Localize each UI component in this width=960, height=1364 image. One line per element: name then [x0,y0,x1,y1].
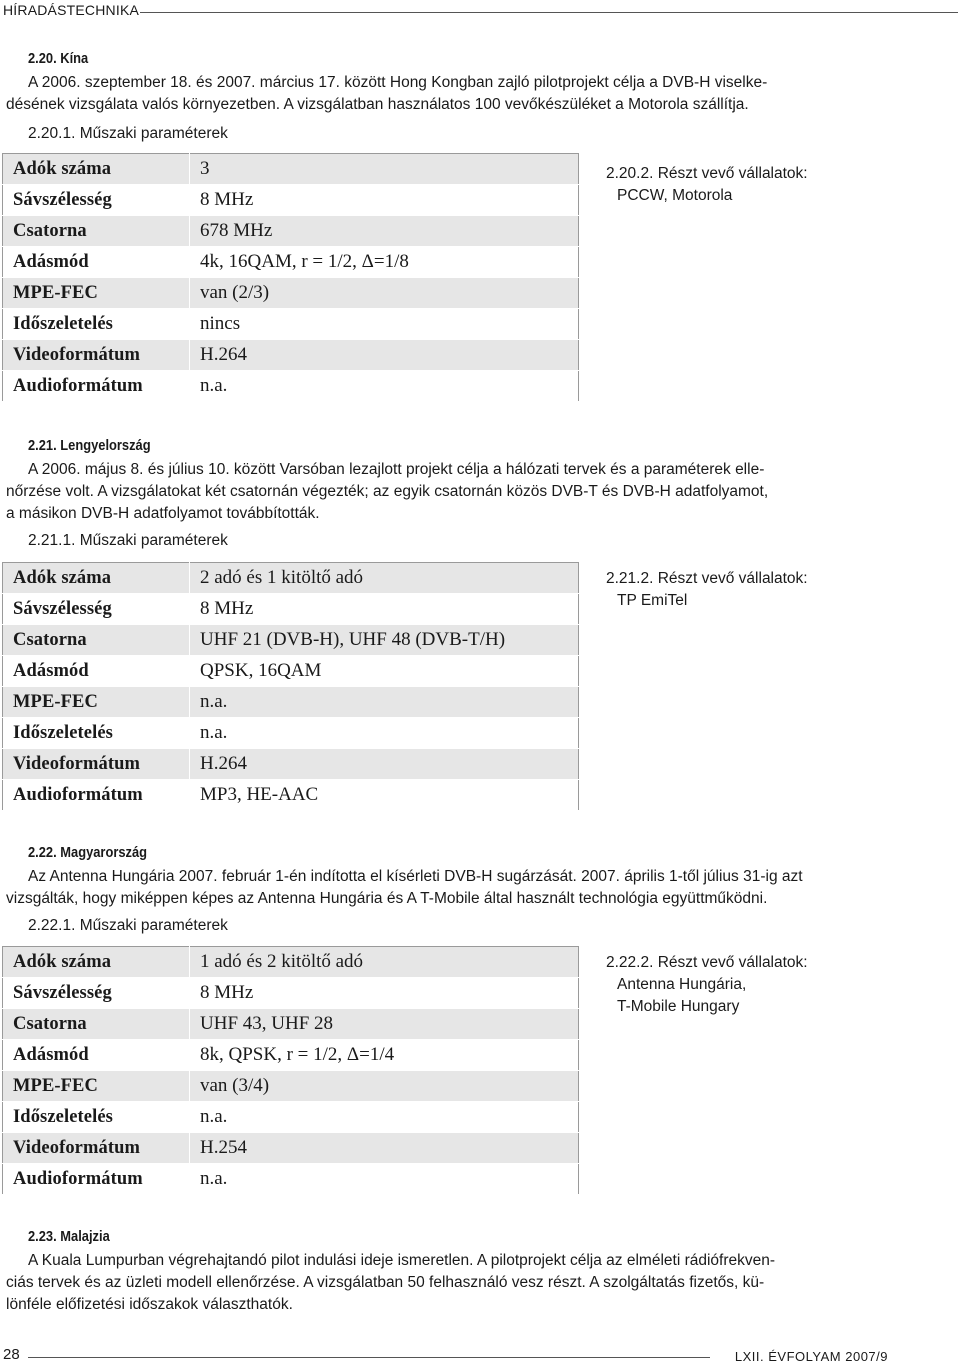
table-row [3,780,579,811]
section-body-line: a másikon DVB-H adatfolyamot továbbították. [6,505,320,522]
param-label: Videoformátum [13,1137,141,1158]
param-value: H.254 [190,1133,579,1164]
param-value: nincs [190,309,579,340]
section-body-line: vizsgálták, hogy miképpen képes az Antenna Hungária és A T-Mobile által használt technológia együttműködni. [6,890,768,907]
param-label: Adásmód [13,251,89,272]
param-label: Audioformátum [13,1168,143,1189]
section-body-line: A 2006. május 8. és július 10. között Varsóban lezajlott projekt célja a hálózati tervek és a paraméterek elle- [28,461,765,478]
param-label: Videoformátum [13,344,141,365]
param-value: n.a. [190,371,579,402]
param-value: QPSK, 16QAM [190,656,579,687]
table-row [3,718,579,749]
param-label: Adók száma [13,951,112,972]
params-table-poland [2,562,579,811]
participants-line: PCCW, Motorola [617,187,733,204]
param-value: UHF 43, UHF 28 [190,1009,579,1040]
param-label: Időszeletelés [13,1106,113,1127]
section-title-china: 2.20. Kína [28,50,89,67]
participants-hungary [606,952,808,1018]
section-body-line: A 2006. szeptember 18. és 2007. március 17. között Hong Kongban zajló pilotprojekt célja a DVB-H viselke- [28,74,768,91]
participants-china [606,163,808,207]
param-value: n.a. [190,1164,579,1195]
table-row [3,1071,579,1102]
table-row [3,340,579,371]
params-table-china [2,153,579,402]
param-value: 1 adó és 2 kitöltő adó [190,947,579,978]
table-row [3,749,579,780]
param-label: Időszeletelés [13,722,113,743]
param-value: 3 [190,154,579,185]
param-label: Sávszélesség [13,982,112,1003]
param-label: Adók száma [13,567,112,588]
param-value: van (3/4) [190,1071,579,1102]
section-body-line: lönféle előfizetési időszakok választhatók. [6,1296,293,1313]
issue-label: LXII. ÉVFOLYAM 2007/9 [734,1349,888,1364]
param-label: Időszeletelés [13,313,113,334]
header-rule [140,12,958,13]
section-body-line: désének vizsgálata valós környezetben. A vizsgálatban használatos 100 vevőkészüléket a Motorola szállítja. [6,96,749,113]
table-row [3,947,579,978]
param-value: H.264 [190,749,579,780]
section-body-line: Az Antenna Hungária 2007. február 1-én indította el kísérleti DVB-H sugárzását. 2007. április 1-től július 31-ig azt [28,868,803,885]
param-value: n.a. [190,687,579,718]
participants-title: 2.22.2. Részt vevő vállalatok: [606,954,808,971]
participants-line: T-Mobile Hungary [617,998,740,1015]
param-value: 2 adó és 1 kitöltő adó [190,563,579,594]
participants-poland [606,568,808,612]
param-label: Csatorna [13,220,87,241]
table-row [3,371,579,402]
table-row [3,625,579,656]
param-value: 8 MHz [190,185,579,216]
param-label: Audioformátum [13,375,143,396]
participants-line: Antenna Hungária, [617,976,747,993]
param-label: Adásmód [13,1044,89,1065]
table-row [3,278,579,309]
params-table-hungary [2,946,579,1195]
section-body-line: nőrzése volt. A vizsgálatokat két csatornán végezték; az egyik csatornán közös DVB-T és DVB-H adatfolyamot, [6,483,769,500]
participants-title: 2.20.2. Részt vevő vállalatok: [606,165,808,182]
param-label: Sávszélesség [13,598,112,619]
table-row [3,563,579,594]
param-value: 8 MHz [190,978,579,1009]
section-title-poland: 2.21. Lengyelország [28,437,151,454]
param-label: Videoformátum [13,753,141,774]
param-label: Adók száma [13,158,112,179]
param-value: van (2/3) [190,278,579,309]
param-value: n.a. [190,1102,579,1133]
table-row [3,687,579,718]
section-subtitle: 2.21.1. Műszaki paraméterek [28,532,228,549]
section-subtitle: 2.22.1. Műszaki paraméterek [28,917,228,934]
param-value: 4k, 16QAM, r = 1/2, Δ=1/8 [190,247,579,278]
section-body-line: A Kuala Lumpurban végrehajtandó pilot indulási ideje ismeretlen. A pilotprojekt célja az elméleti rádiófrekven- [28,1252,776,1269]
param-value: UHF 21 (DVB-H), UHF 48 (DVB-T/H) [190,625,579,656]
param-label: Csatorna [13,1013,87,1034]
table-row [3,247,579,278]
table-row [3,309,579,340]
param-label: Sávszélesség [13,189,112,210]
param-label: Audioformátum [13,784,143,805]
table-row [3,594,579,625]
participants-title: 2.21.2. Részt vevő vállalatok: [606,570,808,587]
section-title-hungary: 2.22. Magyarország [28,844,148,861]
param-label: MPE-FEC [13,691,98,712]
param-label: Adásmód [13,660,89,681]
section-subtitle: 2.20.1. Műszaki paraméterek [28,125,228,142]
table-row [3,1133,579,1164]
section-title-malaysia: 2.23. Malajzia [28,1228,110,1245]
page-number: 28 [3,1346,20,1363]
param-value: 8k, QPSK, r = 1/2, Δ=1/4 [190,1040,579,1071]
param-label: MPE-FEC [13,1075,98,1096]
table-row [3,978,579,1009]
table-row [3,1040,579,1071]
table-row [3,154,579,185]
table-row [3,1009,579,1040]
param-value: H.264 [190,340,579,371]
table-row [3,1164,579,1195]
participants-line: TP EmiTel [617,592,688,609]
param-value: n.a. [190,718,579,749]
table-row [3,216,579,247]
running-head: HÍRADÁSTECHNIKA [3,2,140,18]
param-value: MP3, HE-AAC [190,780,579,811]
param-value: 678 MHz [190,216,579,247]
param-label: Csatorna [13,629,87,650]
param-label: MPE-FEC [13,282,98,303]
table-row [3,185,579,216]
footer-rule [28,1357,710,1358]
table-row [3,656,579,687]
table-row [3,1102,579,1133]
param-value: 8 MHz [190,594,579,625]
section-body-line: ciás tervek és az üzleti modell ellenőrzése. A vizsgálatban 50 felhasználó vesz részt. A szolgáltatás fizetős, kü- [6,1274,765,1291]
